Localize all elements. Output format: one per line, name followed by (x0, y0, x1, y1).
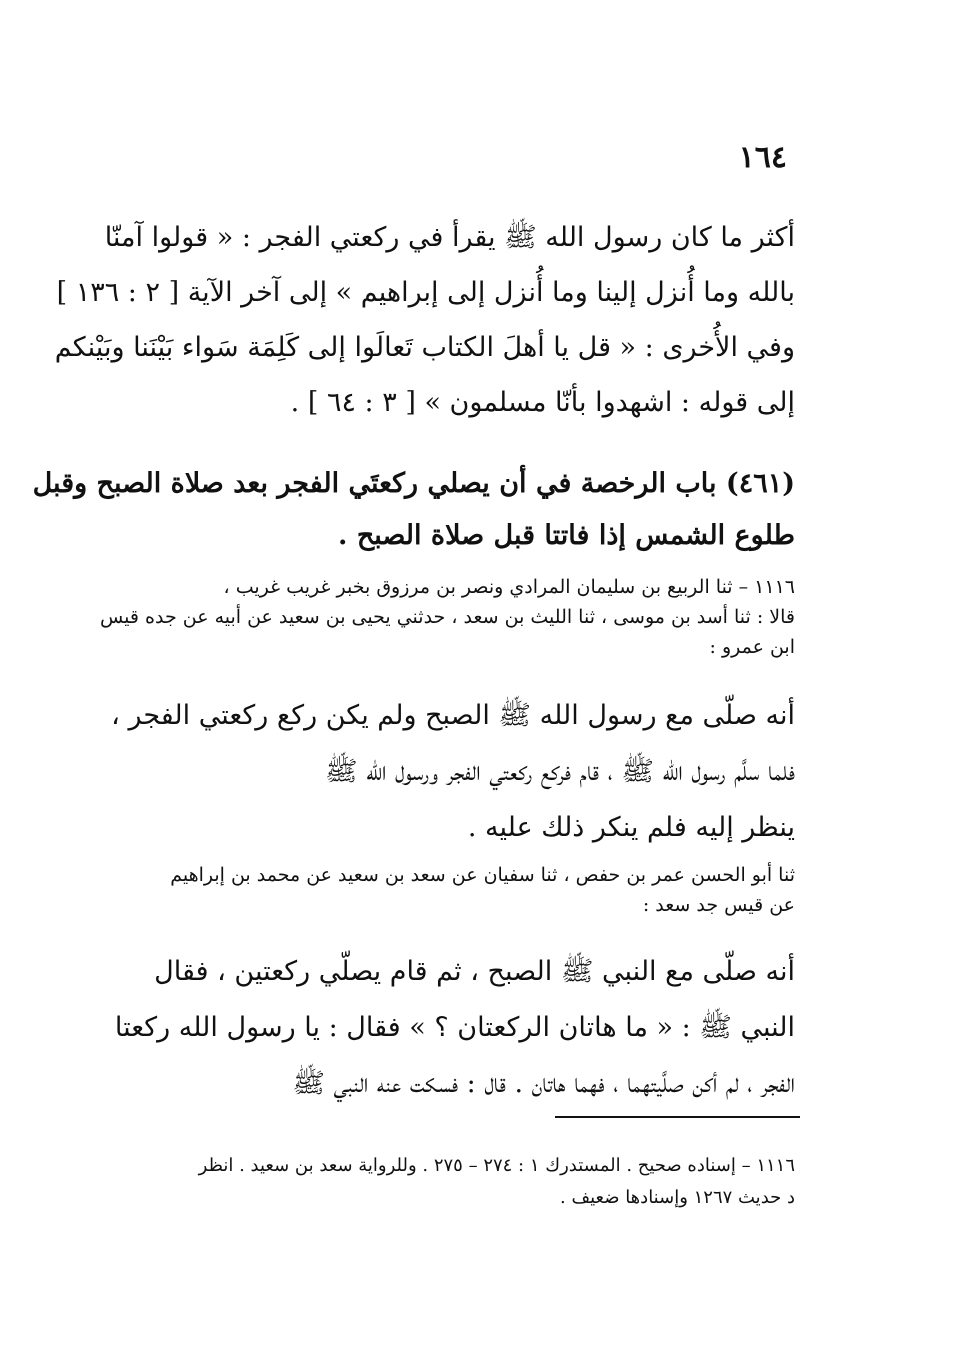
text-line: أنه صلّى مع النبي ﷺ الصبح ، ثم قام يصلّي ركعتين ، فقال (154, 956, 795, 987)
hadith-isnad (99, 572, 795, 662)
hadith-text (111, 688, 795, 856)
text-line: فلما سلَّم رسول الله ﷺ ، قام فركع ركعتي الفجر ورسول الله ﷺ (325, 756, 795, 787)
hadith-isnad (155, 860, 795, 920)
text-line: أكثر ما كان رسول الله ﷺ يقرأ في ركعتي الفجر : « قولوا آمنّا (104, 222, 795, 253)
isnad-line: قالا : ثنا أسد بن موسى ، ثنا الليث بن سعد ، حدثني يحيى بن سعيد عن أبيه عن جده قيس (99, 606, 795, 628)
isnad-line: ابن عمرو : (709, 636, 795, 658)
isnad-line: ثنا أبو الحسن عمر بن حفص ، ثنا سفيان عن سعد بن سعيد عن محمد بن إبراهيم (170, 864, 795, 886)
text-line: أنه صلّى مع رسول الله ﷺ الصبح ولم يكن ركع ركعتي الفجر ، (111, 700, 795, 731)
text-line: ينظر إليه فلم ينكر ذلك عليه . (467, 812, 795, 843)
footnote-divider (555, 1116, 800, 1118)
hadith-text (114, 944, 795, 1112)
footnote (155, 1150, 795, 1214)
text-line: بالله وما أُنزل إلينا وما أُنزل إلى إبراهيم » إلى آخر الآية [ ٢ : ١٣٦ ] (56, 277, 795, 308)
heading-line: (٤٦١) باب الرخصة في أن يصلي ركعتَي الفجر بعد صلاة الصبح وقبل (32, 468, 795, 499)
chapter-heading (32, 458, 795, 562)
isnad-line: ١١١٦ – ثنا الربيع بن سليمان المرادي ونصر بن مرزوق بخبر غريب غريب ، (223, 576, 795, 598)
text-line: الفجر ، لم أكن صلَّيتهما ، فهما هاتان . قال : فسكت عنه النبي ﷺ (292, 1068, 795, 1099)
page-number: ١٦٤ (738, 140, 787, 175)
text-line: إلى قوله : اشهدوا بأنّا مسلمون » [ ٣ : ٦٤ ] . (290, 387, 795, 418)
text-line: وفي الأُخرى : « قل يا أهلَ الكتاب تَعالَوا إلى كَلِمَة سَواء بَيْنَنا وبَيْنكم (54, 332, 795, 363)
heading-line: طلوع الشمس إذا فاتتا قبل صلاة الصبح . (338, 520, 795, 551)
footnote-line: د حديث ١٢٦٧ وإسنادها ضعيف . (560, 1187, 795, 1208)
quran-passage (54, 210, 795, 430)
footnote-line: ١١١٦ – إسناده صحيح . المستدرك ١ : ٢٧٤ – ٢٧٥ . وللرواية سعد بن سعيد . انظر (198, 1155, 795, 1176)
isnad-line: عن قيس جد سعد : (642, 894, 795, 916)
text-line: النبي ﷺ : « ما هاتان الركعتان ؟ » فقال : يا رسول الله ركعتا (114, 1012, 795, 1043)
